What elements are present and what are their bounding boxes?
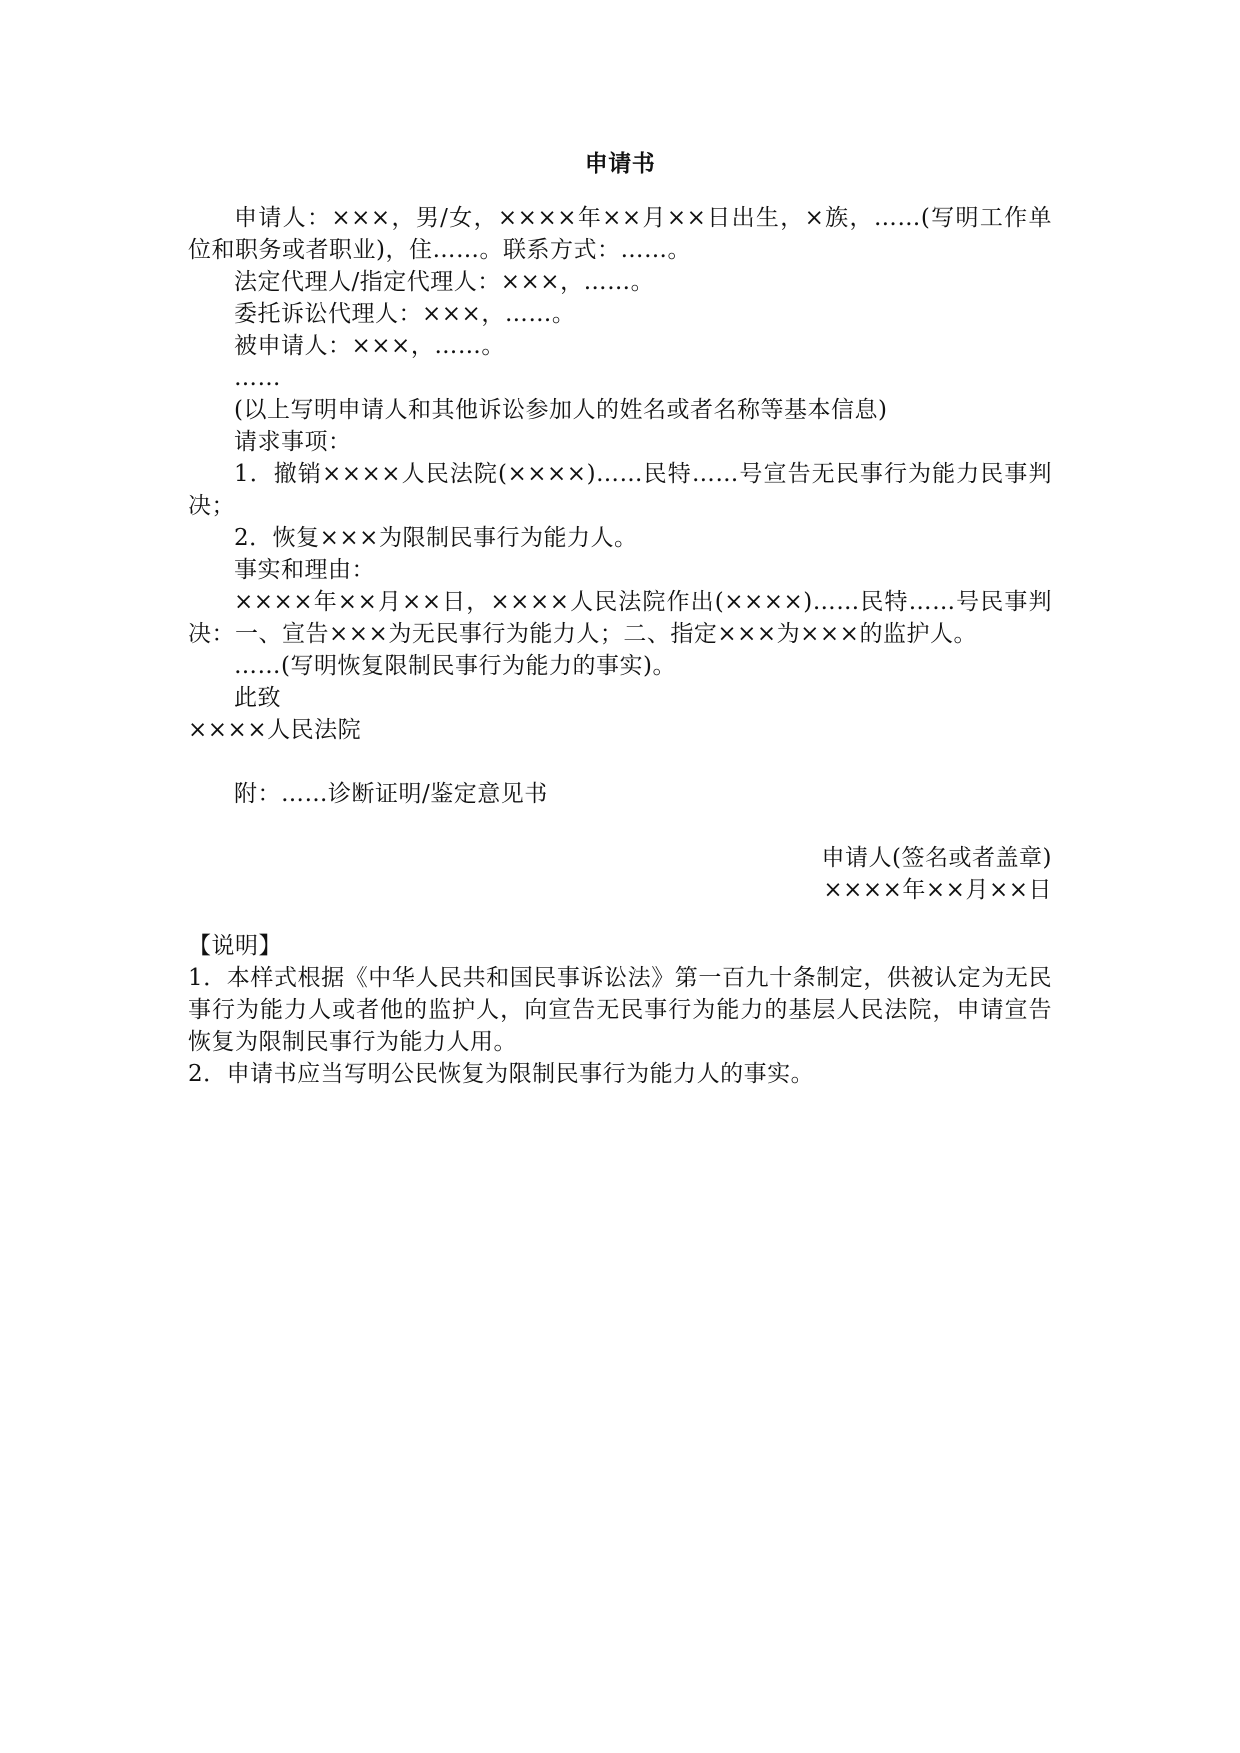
salutation: 此致 (234, 685, 281, 711)
date-line: ××××年××月××日 (823, 877, 1052, 903)
document-title: 申请书 (584, 151, 656, 177)
signature-line: 申请人(签名或者盖章) (821, 845, 1052, 871)
claim-item: 1．撤销××××人民法院(××××)……民特……号宣告无民事行为能力民事判决； (188, 461, 1052, 519)
attachment-line: 附：……诊断证明/鉴定意见书 (234, 781, 548, 807)
claim-item: 2．恢复×××为限制民事行为能力人。 (234, 525, 638, 551)
parties-ellipsis: …… (234, 365, 281, 391)
respondent-info: 被申请人：×××，……。 (234, 333, 505, 359)
court-name: ××××人民法院 (188, 717, 362, 743)
applicant-info: 申请人：×××，男/女，××××年××月××日出生，×族，……(写明工作单位和职务或者职业)，住……。联系方式：……。 (188, 205, 1052, 263)
note-item: 2．申请书应当写明公民恢复为限制民事行为能力人的事实。 (188, 1061, 815, 1087)
facts-heading: 事实和理由： (234, 557, 375, 583)
spacer (188, 746, 1052, 778)
parties-instruction: (以上写明申请人和其他诉讼参加人的姓名或者名称等基本信息) (234, 397, 888, 423)
facts-paragraph: ……(写明恢复限制民事行为能力的事实)。 (234, 653, 676, 679)
spacer (188, 810, 1052, 842)
notes-heading: 【说明】 (188, 933, 282, 959)
litigation-agent-info: 委托诉讼代理人：×××，……。 (234, 301, 576, 327)
facts-paragraph: ××××年××月××日，××××人民法院作出(××××)……民特……号民事判决：一、宣告×××为无民事行为能力人；二、指定×××为×××的监护人。 (188, 589, 1052, 647)
legal-representative-info: 法定代理人/指定代理人：×××，……。 (234, 269, 655, 295)
claims-heading: 请求事项： (234, 429, 352, 455)
document-body (188, 148, 1052, 1090)
notes-section (188, 930, 1052, 1090)
note-item: 1．本样式根据《中华人民共和国民事诉讼法》第一百九十条制定，供被认定为无民事行为能力人或者他的监护人，向宣告无民事行为能力的基层人民法院，申请宣告恢复为限制民事行为能力人用。 (188, 965, 1052, 1055)
